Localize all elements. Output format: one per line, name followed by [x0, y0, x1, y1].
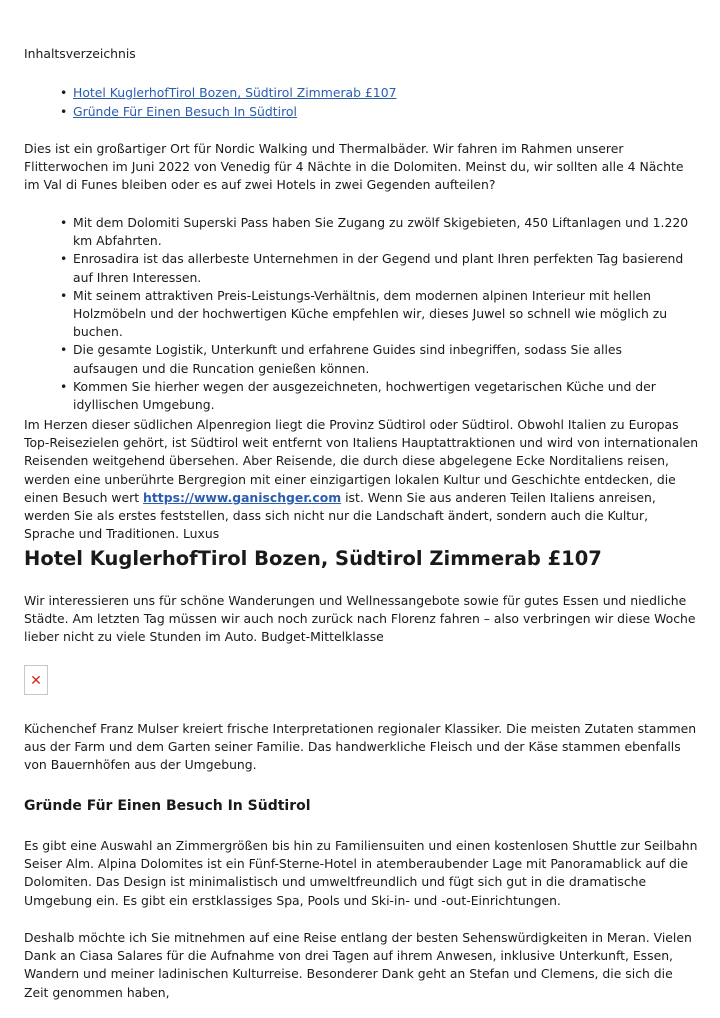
hotel-paragraph: Wir interessieren uns für schöne Wanderungen und Wellnessangebote sowie für gutes Essen und niedliche Städte. Am letzten Tag müssen wir auch noch zurück nach Florenz fahren – also verbringen wir diese Woche lieber nicht zu viele Stunden im Auto. Budget-Mittelklasse — [24, 593, 696, 645]
list-item: • Enrosadira ist das allerbeste Unternehmen in der Gegend und plant Ihren perfekten Tag basierend auf Ihren Interessen. — [60, 250, 690, 286]
list-item: • Kommen Sie hierher wegen der ausgezeichneten, hochwertigen vegetarischen Küche und der idyllischen Umgebung. — [60, 378, 690, 414]
list-item: • Die gesamte Logistik, Unterkunft und erfahrene Guides sind inbegriffen, sodass Sie alles aufsaugen und die Runcation genießen können. — [60, 341, 690, 377]
toc-item — [60, 84, 396, 103]
rooms-paragraph: Es gibt eine Auswahl an Zimmergrößen bis hin zu Familiensuiten und einen kostenlosen Shuttle zur Seilbahn Seiser Alm. Alpina Dolomites ist ein Fünf-Sterne-Hotel in atemberaubender Lage mit Panoramablick auf die Dolomiten. Das Design ist minimalistisch und umweltfreundlich und fügt sich gut in die dramatische Umgebung ein. Es gibt ein erstklassiges Spa, Pools und Ski-in- und -out-Einrichtungen. — [24, 838, 698, 908]
region-paragraph — [24, 416, 700, 543]
region-text-before: Im Herzen dieser südlichen Alpenregion liegt die Provinz Südtirol oder Südtirol. Obwohl Italien zu Europas Top-Reisezielen gehört, ist Südtirol weit entfernt von Italiens Hauptattraktionen und wird von internationalen Reisenden weitgehend übersehen. Aber Reisende, die durch diese abgelegene Ecke Norditaliens reisen, werden eine unberührte Bergregion mit einer einzigartigen lokalen Kultur und Geschichte entdecken, die einen Besuch wert — [24, 417, 699, 505]
meran-paragraph: Deshalb möchte ich Sie mitnehmen auf eine Reise entlang der besten Sehenswürdigkeiten in Meran. Vielen Dank an Ciasa Salares für die Aufnahme von drei Tagen auf ihrem Anwesen, inklusive Unterkunft, Essen, Wandern und meiner ladinischen Kulturreise. Besonderer Dank geht an Stefan und Clemens, die sich die Zeit genommen haben, — [24, 930, 692, 1000]
website-link[interactable]: https://www.ganischger.com — [143, 489, 342, 505]
section-heading-gruende: Gründe Für Einen Besuch In Südtirol — [24, 798, 311, 814]
toc-link-hotel[interactable]: Hotel KuglerhofTirol Bozen, Südtirol Zimmerab £107 — [73, 85, 397, 100]
intro-paragraph: Dies ist ein großartiger Ort für Nordic Walking und Thermalbäder. Wir fahren im Rahmen unserer Flitterwochen im Juni 2022 von Venedig für 4 Nächte in die Dolomiten. Meinst du, wir sollten alle 4 Nächte im Val di Funes bleiben oder es auf zwei Hotels in zwei Gegenden aufteilen? — [24, 141, 684, 193]
toc-list — [60, 84, 396, 121]
toc-link-gruende[interactable]: Gründe Für Einen Besuch In Südtirol — [73, 103, 297, 119]
list-item: • Mit dem Dolomiti Superski Pass haben Sie Zugang zu zwölf Skigebieten, 450 Liftanlagen und 1.220 km Abfahrten. — [60, 214, 690, 250]
section-heading-hotel: Hotel KuglerhofTirol Bozen, Südtirol Zimmerab £107 — [24, 547, 602, 570]
list-item: • Mit seinem attraktiven Preis-Leistungs-Verhältnis, dem modernen alpinen Interieur mit hellen Holzmöbeln und der hochwertigen Küche empfehlen wir, dieses Juwel so schnell wie möglich zu buchen. — [60, 287, 690, 342]
toc-item — [60, 103, 396, 122]
chef-paragraph: Küchenchef Franz Mulser kreiert frische Interpretationen regionaler Klassiker. Die meisten Zutaten stammen aus der Farm und dem Garten seiner Familie. Das handwerkliche Fleisch und der Käse stammen ebenfalls von Bauernhöfen aus der Umgebung. — [24, 721, 697, 773]
broken-image-icon — [24, 665, 48, 695]
toc-title: Inhaltsverzeichnis — [24, 46, 136, 61]
region-text-after: ist. Wenn Sie aus anderen Teilen Italiens anreisen, werden Sie als erstes feststellen, dass sich nicht nur die Landschaft ändert, sondern auch die Kultur, Sprache und Traditionen. Luxus — [24, 489, 656, 542]
close-icon: ✕ — [30, 673, 42, 689]
feature-list — [60, 214, 690, 414]
